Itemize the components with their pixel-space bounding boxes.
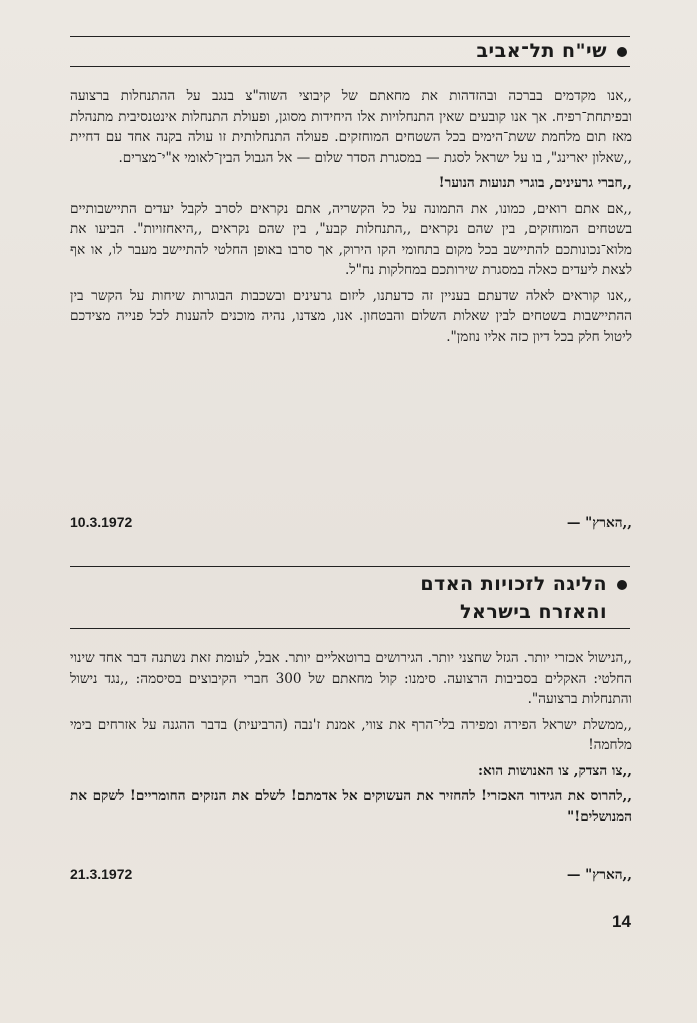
section1-source-line bbox=[70, 514, 632, 531]
section2-heading bbox=[420, 570, 627, 626]
section2-heading-underline-rule bbox=[70, 628, 630, 629]
section2-body bbox=[70, 648, 632, 832]
section2-date: 21.3.1972 bbox=[70, 866, 133, 882]
section2-paragraph: ,,להרוס את הגידור האכזרי! להחזיר את העשוקים אל אדמתם! לשלם את הנזקים החומריים! לשקם את המנושלים!" bbox=[70, 788, 632, 825]
section2-source-line bbox=[70, 866, 632, 883]
section1-paragraph: ,,אנו מקדמים בברכה ובהזדהות את מחאתם של קיבוצי השוה"צ בנגב על ההתנחלות ברצועה ובפיתחת־רפיח. אך אנו קובעים שאין התנחלויות אלו היחידות מסוגן, ופעולת התנחלות אינטנסיבית מתנהלת מאז תום מלחמת ששת־הימים בכל השטחים המוחזקים. פעולה התנחלותית זו עולה בקנה אחד עם דחיית ,,שאלון יארינג", בו על ישראל לסגת — במסגרת הסדר שלום — אל הגבול הבין־לאומי א"י־מצרים. bbox=[70, 88, 632, 166]
section2-heading-line2: והאזרח בישראל bbox=[460, 601, 607, 623]
top-rule bbox=[70, 36, 630, 37]
section1-body bbox=[70, 86, 632, 352]
section2-paragraph: ,,ממשלת ישראל הפירה ומפירה בלי־הרף את צווי, אמנת ז'נבה (הרביעית) בדבר ההגנה על אזרחים בימי מלחמה! bbox=[70, 716, 632, 753]
bullet-icon bbox=[617, 47, 627, 57]
section1-heading bbox=[476, 40, 627, 62]
section1-date: 10.3.1972 bbox=[70, 514, 133, 530]
heading-underline-rule bbox=[70, 66, 630, 67]
section2-heading-line1: הליגה לזכויות האדם bbox=[420, 573, 607, 595]
bullet-icon bbox=[617, 580, 627, 590]
page-number: 14 bbox=[612, 912, 631, 931]
section1-paragraph: ,,חברי גרעינים, בוגרי תנועות הנוער! bbox=[438, 175, 632, 191]
section2-source: ,,הארץ" — bbox=[566, 867, 632, 883]
section1-source: ,,הארץ" — bbox=[566, 515, 632, 531]
section2-top-rule bbox=[70, 566, 630, 567]
section2-paragraph: ,,צו הצדק, צו האנושות הוא: bbox=[478, 762, 632, 779]
section1-paragraph: ,,אם אתם רואים, כמונו, את התמונה על כל הקשריה, אתם נקראים לסרב לקבל יעדים התיישבותיים בשטחים המוחזקים, בין שהם נקראים ,,התנחלות קבע", בין שהם נקראים ,,היאחזויות". הביעו את מלוא־נכונותכם להתיישב בכל מקום בתחומי הקו הירוק, אך סרבו באופן החלטי להתיישב מעבר לו, או אף לצאת ליעדים כאלה במסגרת שירותכם במחלקות נח"ל. bbox=[70, 200, 632, 278]
section1-heading-text: שי"ח תל־אביב bbox=[476, 40, 607, 62]
section1-paragraph: ,,אנו קוראים לאלה שדעתם בעניין זה כדעתנו, ליזום גרעינים ובשכבות הבוגרות שיחות על הקשר בין ההתיישבות בשטחים לבין שאלות השלום והבטחון. אנו, מצדנו, נהיה מוכנים להענות לכל פנייה מצידכם ליטול חלק בכל דיון כזה אליו נוזמן". bbox=[70, 287, 632, 345]
section2-paragraph: ,,הנישול אכזרי יותר. הגזל שחצני יותר. הגירושים ברוטאליים יותר. אבל, לעומת זאת נשתנה דבר אחד שינוי החלטי: האקלים בסביבות הרצועה. סימנו: קול מחאתם של 300 חברי הקיבוצים בסיסמה: ,,נגד נישול והתנחלות ברצועה". bbox=[70, 650, 632, 707]
